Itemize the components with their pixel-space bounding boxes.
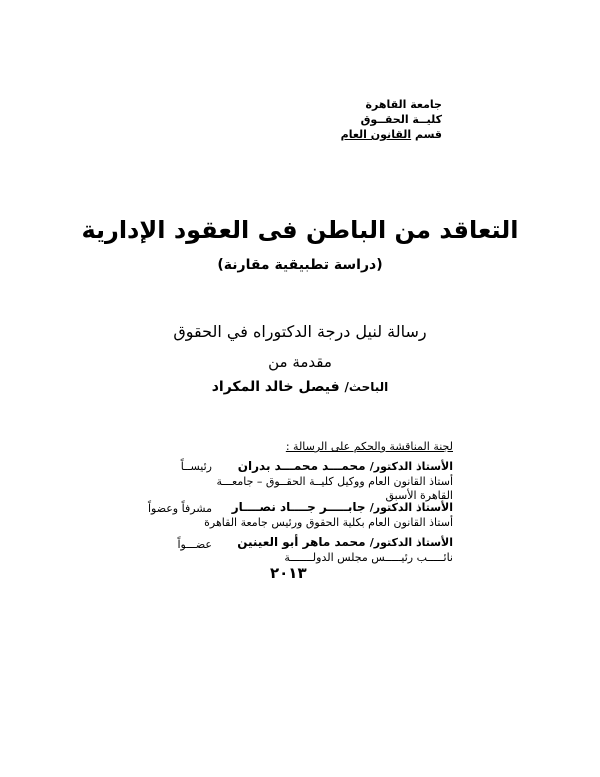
member-role: عضـــواً [177,538,212,551]
member-name-line [216,458,453,475]
member-title: الأستاذ الدكتور/ [369,536,453,549]
member-description: أستاذ القانون العام بكلية الحقوق ورئيس جامعة القاهرة [204,516,453,529]
researcher-label: الباحث/ [344,380,389,394]
researcher-name: فيصل خالد المكراد [211,379,340,395]
member-name: محمد ماهر أبو العينين [237,535,366,549]
member-title: الأستاذ الدكتور/ [369,501,453,514]
member-name-line [237,534,453,551]
committee-member-2 [204,499,453,530]
department-name [341,127,442,142]
thesis-title: التعاقد من الباطن فى العقود الإدارية [81,216,519,244]
degree-purpose: رسالة لنيل درجة الدكتوراه في الحقوق [173,322,427,341]
committee-member-1 [216,458,453,503]
committee-label: لجنة المناقشة والحكم على الرسالة : [285,440,453,453]
faculty-name: كليــة الحقــوق [360,113,442,126]
member-role: رئيســاً [180,460,212,473]
member-role: مشرفاً وعضواً [147,502,212,515]
member-name: جابـــــر جــــاد نصــــار [231,500,366,514]
member-name: محمـــد محمـــد بدران [237,459,366,473]
researcher [0,379,600,395]
department-prefix: قسم [411,128,442,141]
year: ٢٠١٣ [270,564,307,582]
presented-by: مقدمة من [268,353,332,371]
thesis-subtitle: (دراسة تطبيقية مقارنة) [217,257,383,273]
member-description-cont: القاهرة الأسبق [385,489,453,502]
committee-member-3 [237,534,453,565]
member-name-line [204,499,453,516]
university-name: جامعة القاهرة [365,98,442,111]
member-title: الأستاذ الدكتور/ [369,460,453,473]
member-description: نائـــــب رئيـــــس مجلس الدولـــــــة [284,551,453,564]
member-description: أستاذ القانون العام ووكيل كليــة الحقــوق – جامعـــة [216,475,453,488]
department-name-text: القانون العام [340,128,412,141]
